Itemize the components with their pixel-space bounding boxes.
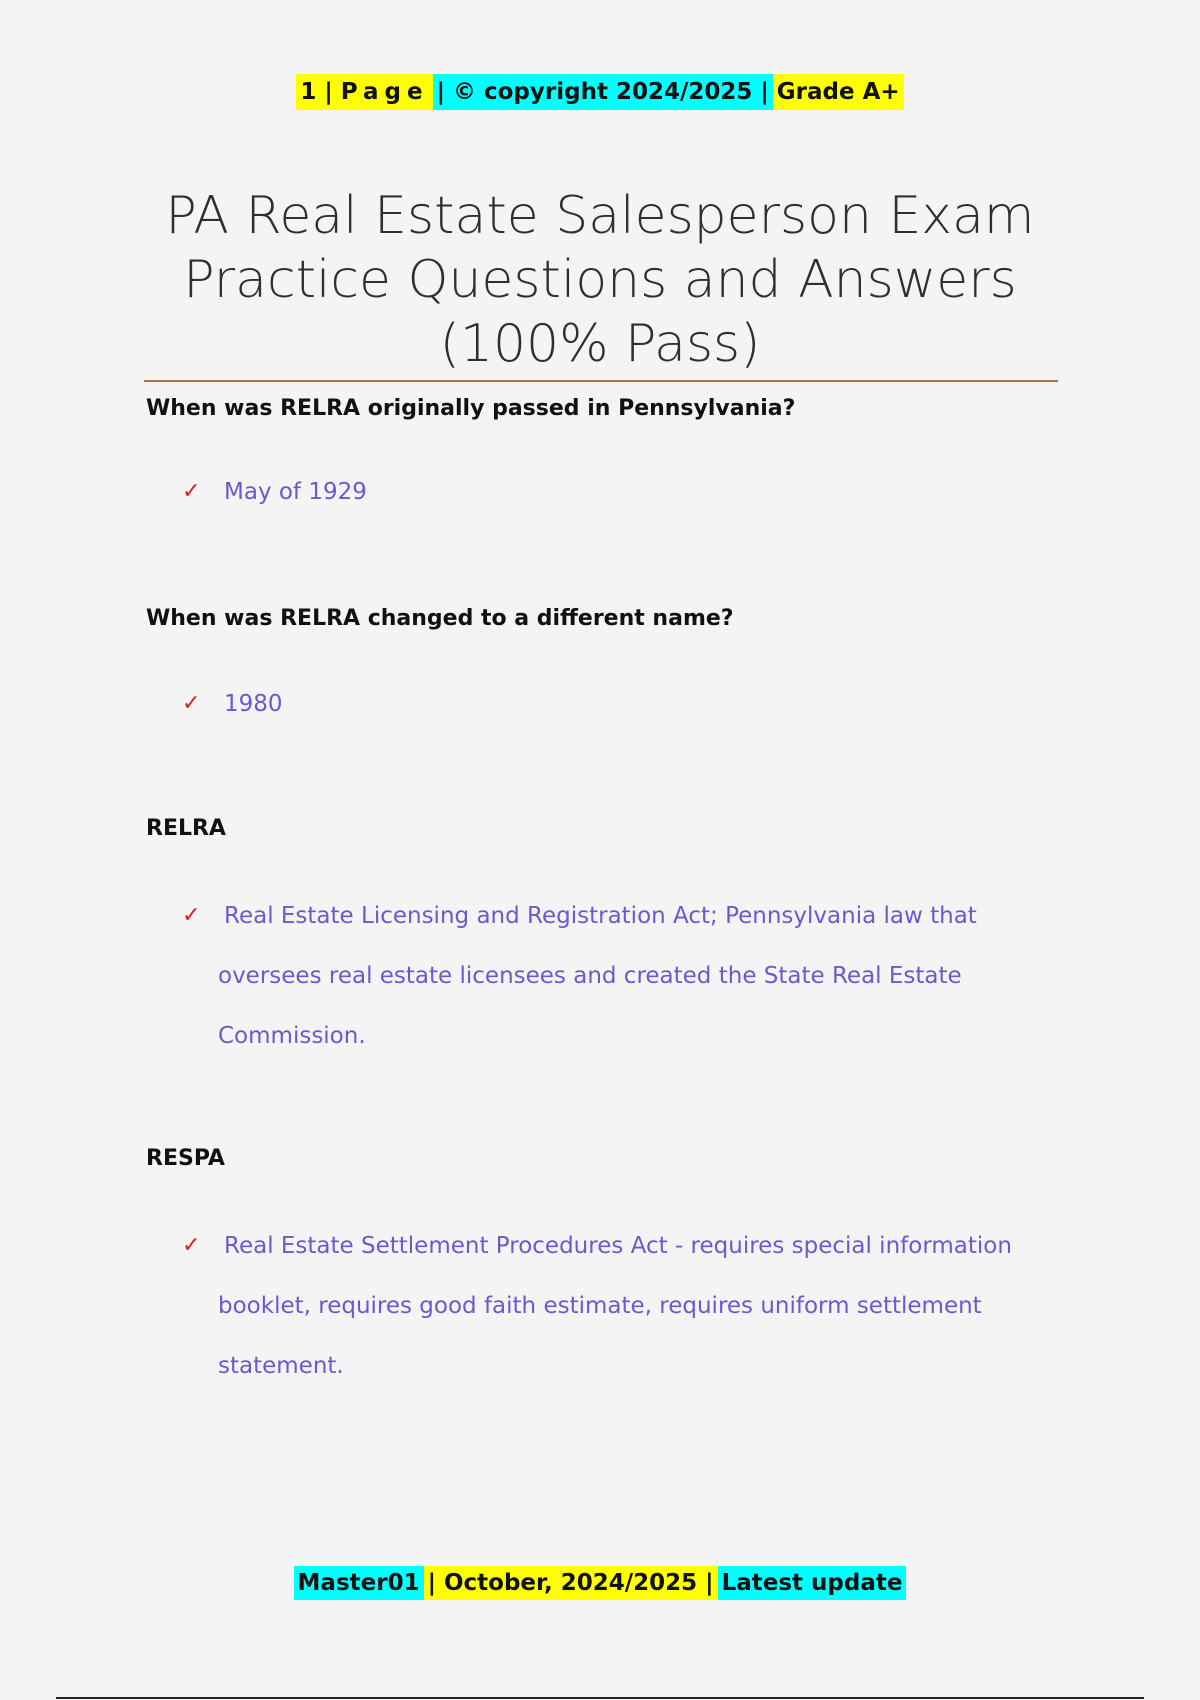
page-footer [0,1566,1200,1600]
answer-4-line-1: Real Estate Settlement Procedures Act - requires special information [224,1233,1012,1259]
grade-label: Grade A+ [773,74,904,110]
question-2: When was RELRA changed to a different name? [146,606,734,631]
answer-1-line-1: May of 1929 [224,479,367,505]
qa-item-4 [146,1144,1046,1396]
document-title [140,184,1060,376]
page-word: Page [340,79,429,105]
page-header [0,74,1200,110]
question-4: RESPA [146,1146,225,1171]
footer-status: Latest update [718,1566,907,1600]
checkmark-icon: ✓ [182,479,201,504]
page-number: 1 [300,79,317,105]
question-3: RELRA [146,816,226,841]
answer-4-line-2: booklet, requires good faith estimate, requires uniform settlement [218,1293,982,1319]
qa-item-1 [146,394,1046,522]
answer-3-line-3: Commission. [218,1023,366,1049]
title-line-2: Practice Questions and Answers [183,250,1017,310]
answer-4-line-3: statement. [218,1353,344,1379]
checkmark-icon: ✓ [182,1233,201,1258]
copyright-label: | © copyright 2024/2025 | [433,74,773,110]
header-separator: | [316,79,341,105]
footer-author: Master01 [294,1566,424,1600]
title-divider [144,380,1058,382]
answer-3 [146,886,998,1066]
answer-1 [146,462,998,522]
answer-2 [146,674,998,734]
title-line-1: PA Real Estate Salesperson Exam [165,186,1035,246]
page-number-label [296,74,432,110]
answer-3-line-1: Real Estate Licensing and Registration Act; Pennsylvania law that [224,903,977,929]
qa-item-3 [146,814,1046,1066]
answer-2-line-1: 1980 [224,691,283,717]
checkmark-icon: ✓ [182,691,201,716]
title-line-3: (100% Pass) [439,314,761,374]
qa-item-2 [146,604,1046,734]
question-1: When was RELRA originally passed in Pennsylvania? [146,396,796,421]
answer-4 [146,1216,1012,1396]
answer-3-line-2: oversees real estate licensees and created the State Real Estate [218,963,962,989]
checkmark-icon: ✓ [182,903,201,928]
bottom-divider [56,1697,1144,1699]
footer-date: | October, 2024/2025 | [424,1566,718,1600]
